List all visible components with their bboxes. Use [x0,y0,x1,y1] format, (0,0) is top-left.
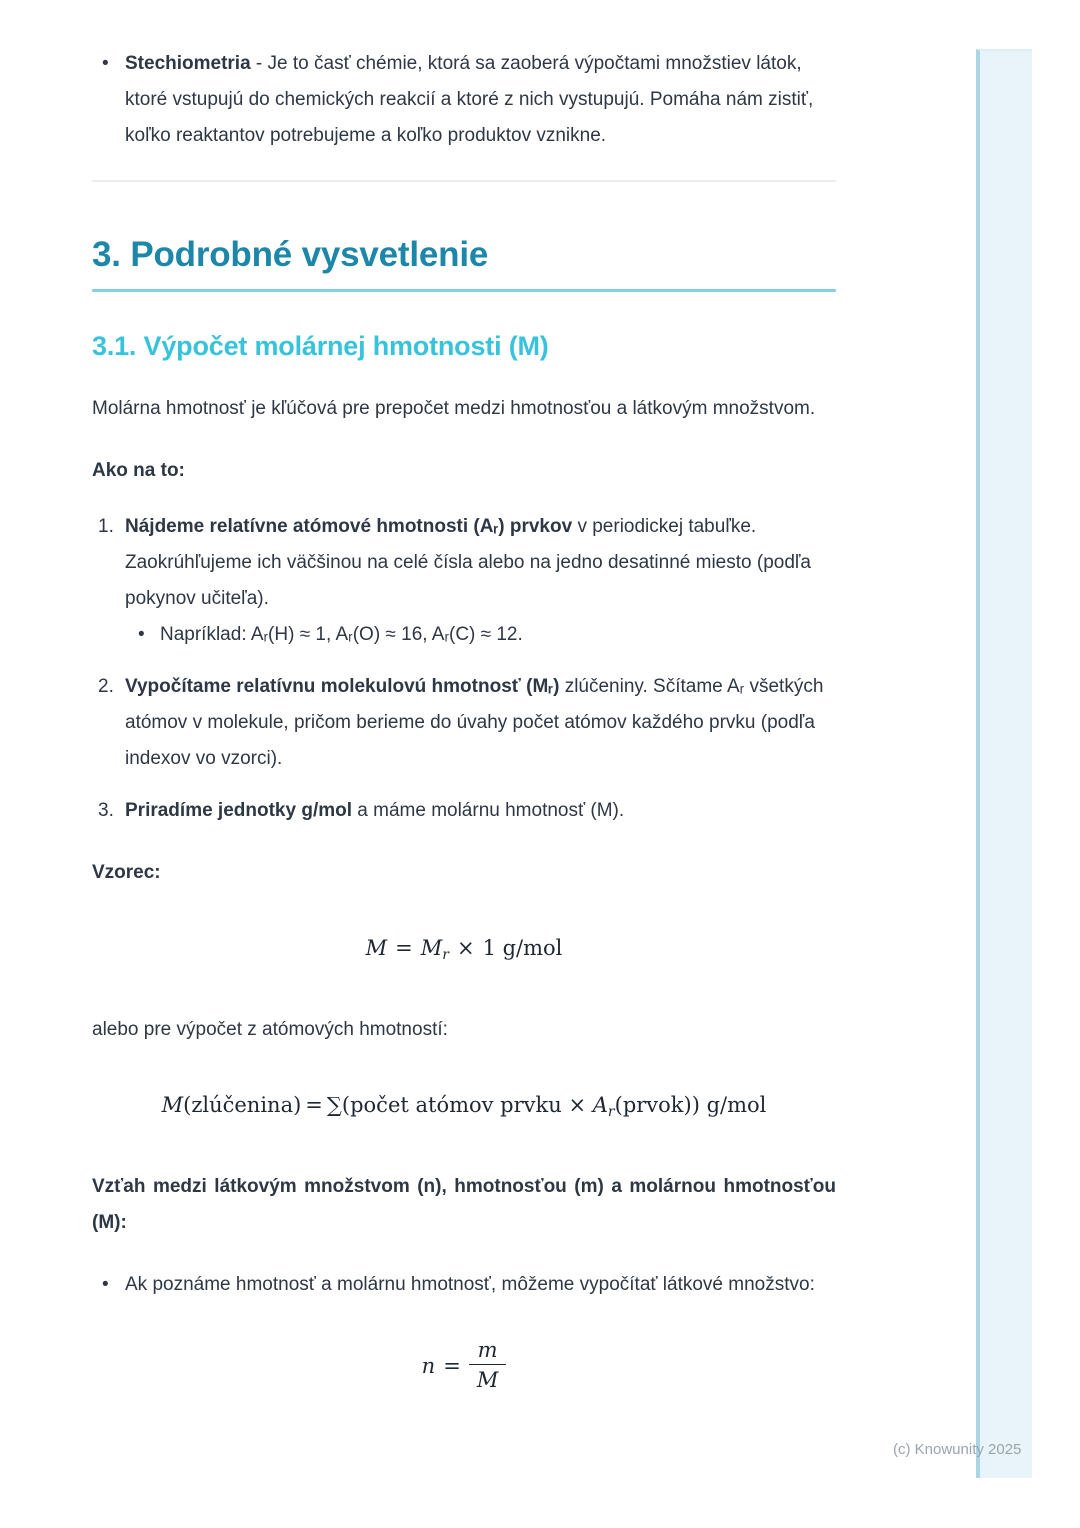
step-text: zlúčeniny. Sčítame Aᵣ všetkých atómov v molekule, pričom berieme do úvahy počet atómov každého prvku (podľa indexov vo vzorci). [125,676,824,769]
step-text: v periodickej tabuľke. Zaokrúhľujeme ich väčšinou na celé čísla alebo na jedno desatinné miesto (podľa pokynov učiteľa). [125,516,811,609]
step-number: 2. [98,676,114,697]
term-stechiometria: Stechiometria [125,53,251,74]
intro-bullet-list [92,46,836,154]
section-heading: 3. Podrobné vysvetlenie [92,235,489,274]
fraction [469,1337,507,1394]
list-item [92,46,836,154]
step-3 [92,793,836,829]
step-bold-text: Priradíme jednotky g/mol [125,800,352,821]
formula-variable: A [592,1093,608,1117]
intro-paragraph: Molárna hmotnosť je kľúčová pre prepočet medzi hmotnosťou a látkovým množstvom. [92,398,816,419]
fraction-numerator: m [469,1337,507,1365]
step-number: 3. [98,800,114,821]
subsection-heading: 3.1. Výpočet molárnej hmotnosti (M) [92,331,549,361]
formula-tail: (prvok)) g/mol [614,1093,767,1117]
formula-variable: n [421,1353,436,1378]
relation-bullet-list [92,1267,836,1303]
formula-unit: 1 g/mol [482,936,563,960]
formula-variable: M [420,936,443,960]
amount-formula [92,1337,836,1394]
step-number: 1. [98,516,114,537]
formula-argument: (zlúčenina) [183,1093,302,1117]
step-2 [92,669,836,777]
formula-text: (počet atómov prvku × [341,1093,587,1117]
section-divider [92,180,836,182]
times-sign: × [456,936,475,960]
example-item: • Napríklad: Aᵣ(H) ≈ 1, Aᵣ(O) ≈ 16, Aᵣ(C) ≈ 12. [125,617,836,653]
step-text: a máme molárnu hmotnosť (M). [352,800,625,821]
how-to-label: Ako na to: [92,460,185,481]
alt-formula-label: alebo pre výpočet z atómových hmotností: [92,1019,448,1040]
list-item: • Ak poznáme hmotnosť a molárnu hmotnosť, môžeme vypočítať látkové množstvo: [92,1267,836,1303]
subscript-r: r [607,1104,615,1120]
page-edge-panel [976,49,1032,1478]
molar-mass-formula [92,933,836,970]
formula-variable: M [161,1093,184,1117]
formula-label: Vzorec: [92,862,161,883]
fraction-denominator: M [476,1368,499,1392]
equals-sign: = [395,936,413,960]
step-bold-text: Nájdeme relatívne atómové hmotnosti (Aᵣ) prvkov [125,516,573,537]
equals-sign: = [305,1093,323,1117]
step-1 [92,509,836,653]
heading-underline [92,289,836,292]
step-bold-text: Vypočítame relatívnu molekulovú hmotnosť (Mᵣ) [125,676,560,697]
formula-variable: M [365,936,388,960]
relation-heading: Vzťah medzi látkovým množstvom (n), hmotnosťou (m) a molárnou hmotnosťou (M): [92,1176,836,1233]
sum-symbol: ∑ [326,1093,342,1117]
example-list [125,617,836,653]
equals-sign: = [443,1353,461,1378]
compound-mass-formula [92,1090,836,1127]
document-content [92,0,836,1436]
steps-list [92,509,836,829]
term-definition: - Je to časť chémie, ktorá sa zaoberá výpočtami množstiev látok, ktoré vstupujú do chemických reakcií a ktoré z nich vystupujú. Pomáha nám zistiť, koľko reaktantov potrebujeme a koľko produktov vznikne. [125,53,814,146]
copyright-note: (c) Knowunity 2025 [893,1441,1022,1458]
subscript-r: r [442,947,449,963]
